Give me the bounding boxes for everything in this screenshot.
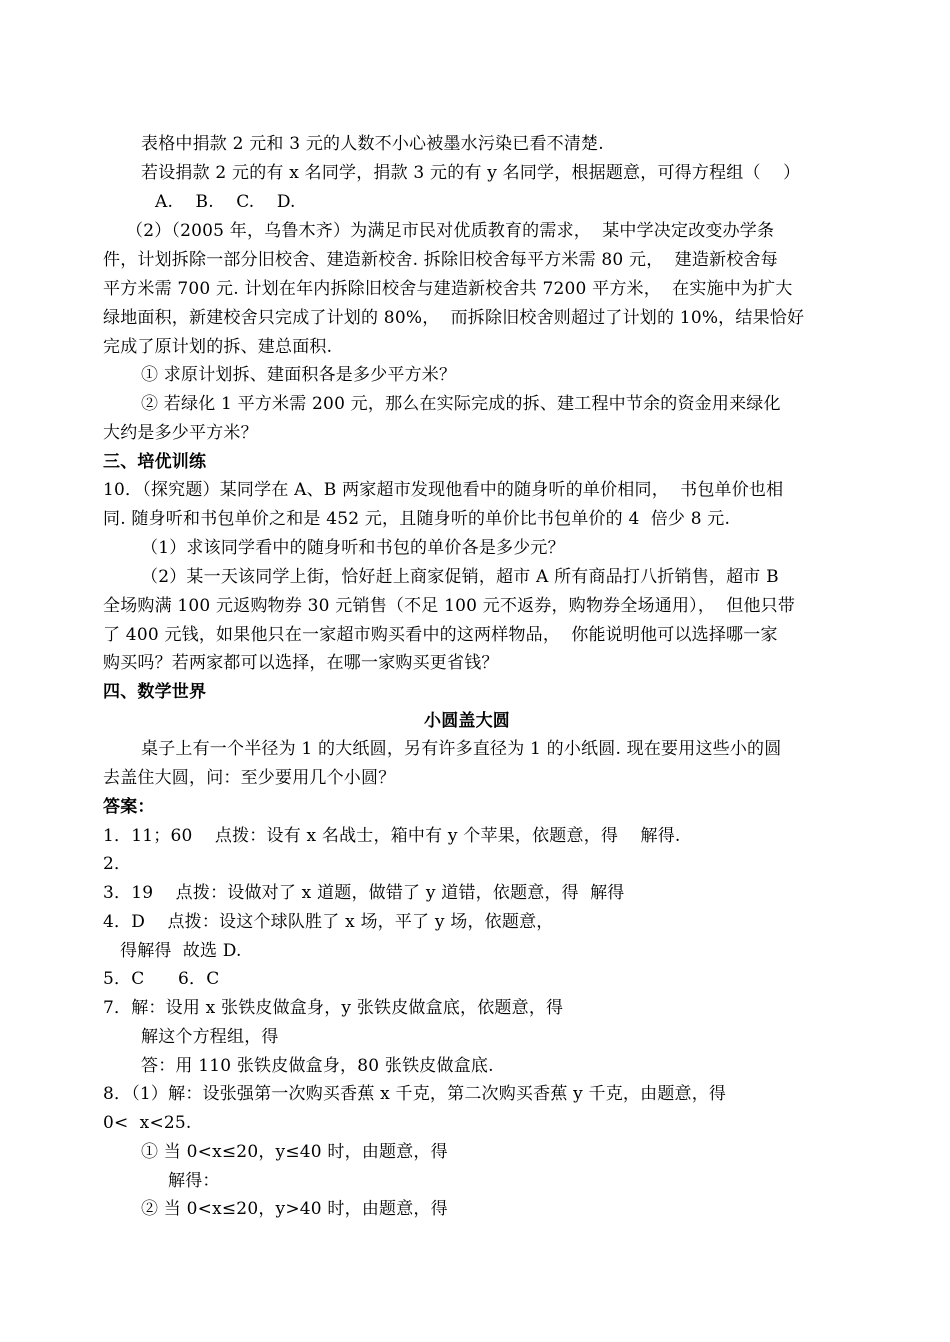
text-line: （2）（2005 年，乌鲁木齐）为满足市民对优质教育的需求， 某中学决定改变办学条 <box>126 221 775 241</box>
text-line: ① 求原计划拆、建面积各是多少平方米？ <box>141 365 457 385</box>
text-line: 桌子上有一个半径为 1 的大纸圆，另有许多直径为 1 的小纸圆. 现在要用这些小的圆 <box>141 739 782 759</box>
text-line: （1）求该同学看中的随身听和书包的单价各是多少元？ <box>141 538 565 558</box>
text-line: 全场购满 100 元返购物券 30 元销售（不足 100 元不返券，购物券全场通用）， 但他只带 <box>103 596 796 616</box>
text-line: 购买吗？若两家都可以选择，在哪一家购买更省钱？ <box>103 653 499 673</box>
text-line: ② 若绿化 1 平方米需 200 元，那么在实际完成的拆、建工程中节余的资金用来绿化 <box>141 394 781 414</box>
answer-line: 得解得 故选 D. <box>120 941 242 961</box>
text-line: 大约是多少平方米？ <box>103 423 258 443</box>
text-line: 了 400 元钱，如果他只在一家超市购买看中的这两样物品， 你能说明他可以选择哪一家 <box>103 625 778 645</box>
text-line: 去盖住大圆，问：至少要用几个小圆？ <box>103 768 396 788</box>
answer-line: 5．C 6．C <box>103 969 220 989</box>
answer-line: 解得： <box>168 1171 220 1191</box>
answer-line: 1．11；60 点拨：设有 x 名战士，箱中有 y 个苹果，依题意，得 解得. <box>103 826 681 846</box>
text-line: 同. 随身听和书包单价之和是 452 元，且随身听的单价比书包单价的 4 倍少 8 元. <box>103 509 731 529</box>
answer-line: 3．19 点拨：设做对了 x 道题，做错了 y 道错，依题意，得 解得 <box>103 883 625 903</box>
text-line: 完成了原计划的拆、建总面积. <box>103 337 333 357</box>
section-heading: 四、数学世界 <box>103 682 207 702</box>
answer-line: 0< x<25. <box>103 1113 192 1133</box>
answer-line: 4．D 点拨：设这个球队胜了 x 场，平了 y 场，依题意， <box>103 912 554 932</box>
text-line: 表格中捐款 2 元和 3 元的人数不小心被墨水污染已看不清楚. <box>141 134 604 154</box>
text-line: 件，计划拆除一部分旧校舍、建造新校舍. 拆除旧校舍每平方米需 80 元， 建造新校舍每 <box>103 250 778 270</box>
section-heading: 三、培优训练 <box>103 452 207 472</box>
answer-line: 7．解：设用 x 张铁皮做盒身，y 张铁皮做盒底，依题意，得 <box>103 998 564 1018</box>
answer-line: 2． <box>103 854 132 874</box>
text-line: 平方米需 700 元. 计划在年内拆除旧校舍与建造新校舍共 7200 平方米， 在实施中为扩大 <box>103 279 793 299</box>
article-title: 小圆盖大圆 <box>424 711 510 731</box>
answer-options: A. B. C. D. <box>155 192 296 212</box>
answer-line: 8．（1）解：设张强第一次购买香蕉 x 千克，第二次购买香蕉 y 千克，由题意，得 <box>103 1084 727 1104</box>
text-line: 若设捐款 2 元的有 x 名同学，捐款 3 元的有 y 名同学，根据题意，可得方程组（ ） <box>141 163 801 183</box>
answer-line: ② 当 0<x≤20，y>40 时，由题意，得 <box>141 1199 448 1219</box>
answer-line: 解这个方程组，得 <box>141 1027 279 1047</box>
text-line: （2）某一天该同学上街，恰好赶上商家促销，超市 A 所有商品打八折销售，超市 B <box>141 567 779 587</box>
answer-line: ① 当 0<x≤20，y≤40 时，由题意，得 <box>141 1142 448 1162</box>
answer-line: 答：用 110 张铁皮做盒身，80 张铁皮做盒底. <box>141 1056 494 1076</box>
text-line: 绿地面积，新建校舍只完成了计划的 80%， 而拆除旧校舍则超过了计划的 10%，结果恰好 <box>103 308 805 328</box>
answers-heading: 答案： <box>103 797 155 817</box>
text-line: 10．（探究题）某同学在 A、B 两家超市发现他看中的随身听的单价相同， 书包单价也相 <box>103 480 784 500</box>
